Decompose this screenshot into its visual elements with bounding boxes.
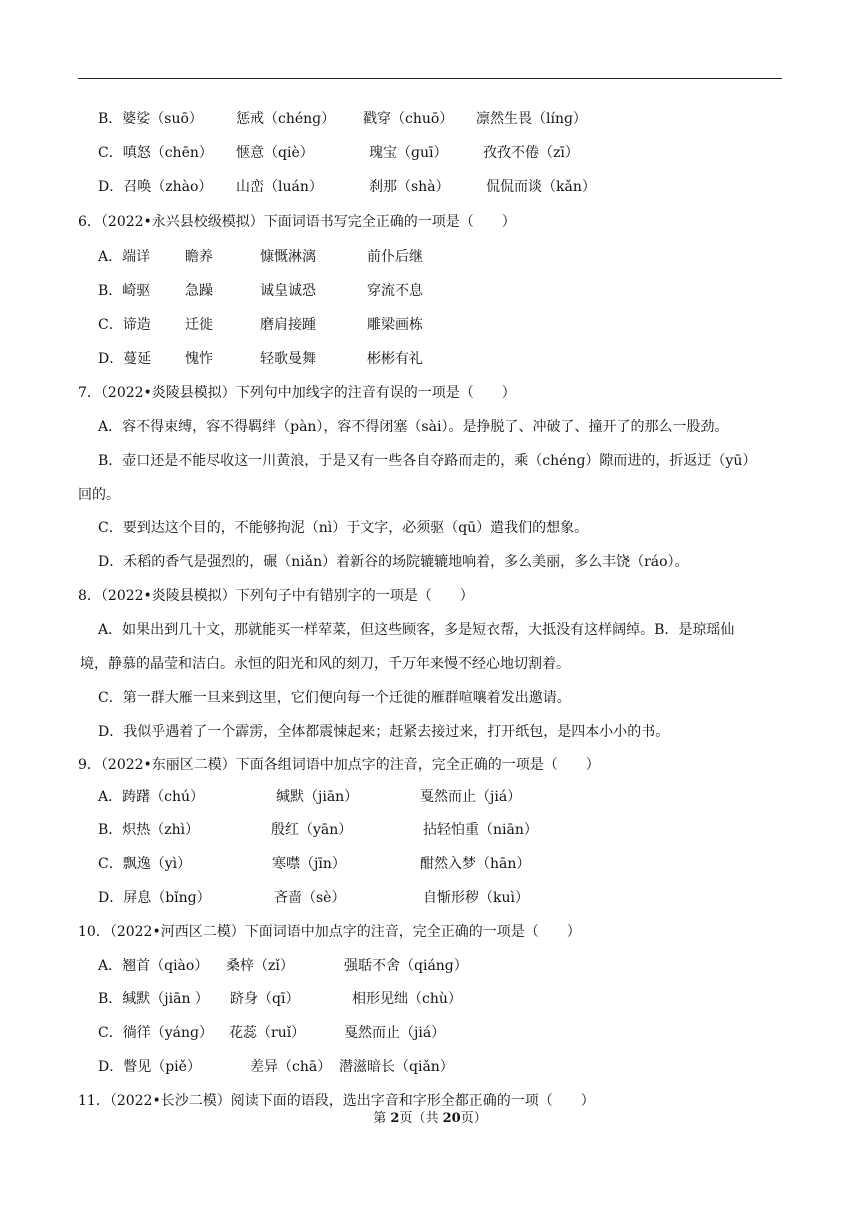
option-word: 强聒不舍（qiánɡ） — [344, 958, 468, 974]
footer-text: 页） — [460, 1111, 487, 1126]
option-word: D．屏息（bǐnɡ） — [98, 890, 211, 906]
question-9-stem: 9．（2022•东丽区二模）下面各组词语中加点字的注音，完全正确的一项是（ ） — [78, 757, 600, 773]
footer-text: 第 — [373, 1111, 391, 1126]
option-word: B．缄默（jiān ） — [98, 991, 209, 1007]
option-word: 桑梓（zǐ） — [226, 958, 294, 974]
option-word: 花蕊（ruǐ） — [229, 1025, 306, 1041]
option-word: 酣然入梦（hān） — [420, 856, 531, 872]
option-word: 穿流不息 — [367, 283, 423, 299]
option-word: 吝啬（sè） — [274, 890, 346, 906]
option-word: 轻歌曼舞 — [260, 351, 316, 367]
option-word: 侃侃而谈（kǎn） — [486, 179, 596, 195]
option-word: 迁徙 — [185, 317, 213, 333]
option-word: C．嗔怒（chēn） — [98, 145, 213, 161]
option-word: 寒噤（jīn） — [272, 856, 346, 872]
option-word: D．召唤（zhào） — [98, 179, 213, 195]
question-10-stem: 10．（2022•河西区二模）下面词语中加点字的注音，完全正确的一项是（ ） — [78, 924, 581, 940]
option-word: C．飘逸（yì） — [98, 856, 192, 872]
option-word: D．蔓延 — [98, 351, 152, 367]
option-word: 雕梁画栋 — [367, 317, 423, 333]
option-word: 潜滋暗长（qiǎn） — [339, 1059, 454, 1075]
option-word: B．婆娑（suō） — [98, 111, 203, 127]
option-word: 戛然而止（jiá） — [344, 1025, 446, 1041]
option-word: 拈轻怕重（niān） — [423, 822, 538, 838]
question-7-stem: 7．（2022•炎陵县模拟）下列句中加线字的注音有误的一项是（ ） — [78, 385, 516, 401]
question-8-stem: 8．（2022•炎陵县模拟）下列句子中有错别字的一项是（ ） — [78, 588, 474, 604]
option-word: 磨肩接踵 — [260, 317, 316, 333]
option-word: 惩戒（chénɡ） — [236, 111, 336, 127]
option-word: 戛然而止（jiá） — [420, 789, 522, 805]
option-word: C．谛造 — [98, 317, 151, 333]
question-7-option-a: A．容不得束缚，容不得羁绊（pàn），容不得闭塞（sài）。是挣脱了、冲破了、撞开了的那么一股劲。 — [98, 419, 729, 435]
option-word: 戳穿（chuō） — [363, 111, 454, 127]
option-word: 凛然生畏（línɡ） — [476, 111, 587, 127]
option-word: 跻身（qī） — [230, 991, 300, 1007]
question-7-option-c: C．要到达这个目的，不能够拘泥（nì）于文字，必须驱（qū）遣我们的想象。 — [98, 520, 589, 536]
option-word: B．崎驱 — [98, 283, 151, 299]
question-7-option-b-continued: 回的。 — [78, 487, 120, 503]
option-word: C．徜徉（yánɡ） — [98, 1025, 213, 1041]
option-word: 殷红（yān） — [271, 822, 353, 838]
option-word: 缄默（jiān） — [276, 789, 359, 805]
option-word: A．端详 — [98, 249, 151, 265]
option-word: 慷慨淋漓 — [260, 249, 316, 265]
option-word: 相形见绌（chù） — [352, 991, 462, 1007]
option-word: 诚皇诚恐 — [260, 283, 316, 299]
option-word: 彬彬有礼 — [367, 351, 423, 367]
question-8-option-a-continued: 境，静慕的晶莹和洁白。永恒的阳光和风的刻刀，千万年来慢不经心地切割着。 — [80, 656, 570, 672]
option-word: 瑰宝（ɡuī） — [369, 145, 448, 161]
option-word: 自惭形秽（kuì） — [423, 890, 529, 906]
page-number: 2 — [390, 1111, 400, 1126]
option-word: A．翘首（qiào） — [98, 958, 209, 974]
option-word: 山峦（luán） — [236, 179, 323, 195]
option-word: D．瞥见（piě） — [98, 1059, 201, 1075]
question-11-stem: 11．（2022•长沙二模）阅读下面的语段，选出字音和字形全都正确的一项（ ） — [78, 1093, 595, 1109]
option-word: 差异（chā） — [250, 1059, 332, 1075]
question-6-stem: 6．（2022•永兴县校级模拟）下面词语书写完全正确的一项是（ ） — [78, 214, 516, 230]
question-8-option-a: A．如果出到几十文，那就能买一样荤菜，但这些顾客，多是短衣帮，大抵没有这样阔绰。B．是琼瑶仙 — [98, 622, 735, 638]
option-word: 愧怍 — [185, 351, 213, 367]
question-7-option-d: D．禾稻的香气是强烈的，碾（niǎn）着新谷的场院辘辘地响着，多么美丽，多么丰饶（ráo）。 — [98, 554, 689, 570]
option-word: 急躁 — [185, 283, 213, 299]
option-word: 孜孜不倦（zī） — [483, 145, 579, 161]
option-word: 瞻养 — [185, 249, 213, 265]
question-8-option-d: D．我似乎遇着了一个霹雳，全体都震悚起来；赶紧去接过来，打开纸包，是四本小小的书。 — [98, 724, 670, 740]
option-word: 惬意（qiè） — [236, 145, 314, 161]
option-word: A．踌躇（chú） — [98, 789, 204, 805]
option-word: B．炽热（zhì） — [98, 822, 200, 838]
page-total: 20 — [442, 1111, 461, 1126]
question-8-option-c: C．第一群大雁一旦来到这里，它们便向每一个迁徙的雁群喧嚷着发出邀请。 — [98, 690, 571, 706]
option-word: 刹那（shà） — [369, 179, 450, 195]
option-word: 前仆后继 — [367, 249, 423, 265]
question-7-option-b: B．壶口还是不能尽收这一川黄浪，于是又有一些各自夺路而走的，乘（chénɡ）隙而进的，折返迂（yū） — [98, 453, 757, 469]
header-rule — [78, 78, 782, 79]
page-footer — [0, 1111, 860, 1127]
footer-text: 页（共 — [399, 1111, 443, 1126]
